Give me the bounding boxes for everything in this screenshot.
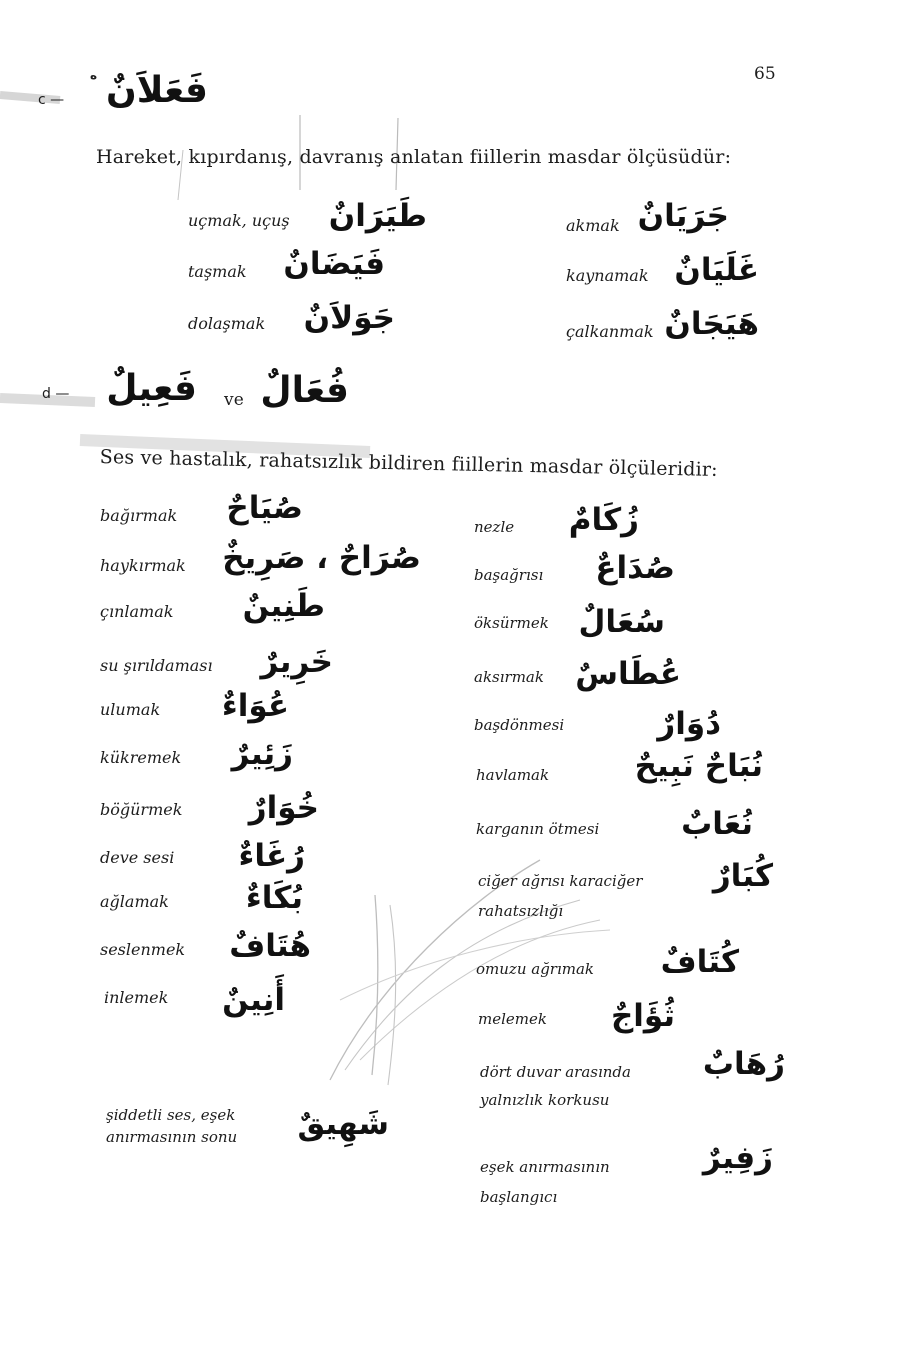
section-c-pattern-wrap: ﻩ فَعَلاَنٌ [90, 68, 208, 111]
entry-turkish: deve sesi [100, 848, 175, 867]
section-c-description: Hareket, kıpırdanış, davranış anlatan fiillerin masdar ölçüsüdür: [96, 146, 732, 168]
section-d-description: Ses ve hastalık, rahatsızlık bildiren fiillerin masdar ölçüleridir: [99, 446, 718, 481]
entry-turkish: uçmak, uçuş [188, 211, 290, 230]
entry-turkish: başağrısı [474, 566, 544, 584]
entry-arabic: شَهِيقٌ [297, 1106, 389, 1142]
entry-turkish: nezle [474, 518, 515, 536]
section-d-connector: ve [224, 390, 245, 410]
entry-arabic: خُوَارٌ [248, 790, 319, 826]
entry-turkish: omuzu ağrımak [476, 960, 595, 978]
page-number: 65 [754, 64, 776, 84]
entry-arabic: جَوَلاَنٌ [303, 300, 395, 336]
entry-arabic: صُرَاحٌ ، صَرِيخٌ [222, 540, 421, 576]
entry-turkish: havlamak [476, 766, 550, 784]
entry-arabic: بُكَاءٌ [245, 880, 303, 916]
entry-arabic: زَئِيرٌ [231, 736, 293, 772]
entry-turkish: aksırmak [474, 668, 544, 686]
entry-arabic: زُكَامٌ [568, 502, 639, 538]
section-c-pattern: فَعَلاَنٌ [106, 70, 208, 111]
entry-turkish: dolaşmak [188, 314, 266, 333]
entry-arabic: نُعَابٌ [681, 806, 753, 842]
entry-arabic: صُيَاحٌ [226, 490, 303, 526]
entry-arabic: صُدَاعٌ [595, 550, 675, 586]
entry-turkish: şiddetli ses, eşek anırmasının sonu [106, 1106, 238, 1146]
section-d-letter: d — [42, 386, 70, 402]
entry-arabic: سُعَالٌ [578, 604, 665, 640]
entry-arabic: عُطَاسٌ [575, 656, 681, 692]
entry-turkish: öksürmek [474, 614, 549, 632]
entry-turkish: eşek anırmasının başlangıcı [480, 1158, 610, 1206]
entry-arabic: كُبَارٌ [712, 858, 773, 894]
entry-turkish: ulumak [100, 700, 161, 719]
entry-arabic: كُتَافٌ [660, 944, 739, 980]
entry-turkish: haykırmak [100, 556, 186, 575]
entry-turkish: seslenmek [100, 940, 186, 959]
entry-turkish: çalkanmak [566, 322, 654, 341]
entry-turkish: karganın ötmesi [476, 820, 600, 838]
entry-arabic: رُغَاءٌ [238, 838, 305, 874]
entry-arabic: دُوَارٌ [657, 706, 721, 742]
entry-arabic: رُهَابٌ [702, 1046, 785, 1082]
entry-turkish: başdönmesi [474, 716, 565, 734]
entry-turkish: çınlamak [100, 602, 174, 621]
entry-turkish: taşmak [188, 262, 247, 281]
entry-turkish: böğürmek [100, 800, 183, 819]
entry-turkish: su şırıldaması [100, 656, 213, 675]
section-d-pattern-1: فَعِيلٌ [106, 368, 197, 409]
entry-arabic: زَفِيرٌ [702, 1140, 773, 1176]
entry-turkish: ağlamak [100, 892, 169, 911]
entry-arabic: طَنِينٌ [242, 588, 325, 624]
entry-arabic: ثُؤَاجٌ [610, 998, 675, 1034]
entry-turkish: bağırmak [100, 506, 178, 525]
entry-arabic: هَيَجَانٌ [664, 306, 759, 342]
entry-arabic: خَرِيرٌ [260, 644, 333, 680]
entry-arabic: جَرَيَانٌ [637, 198, 729, 234]
entry-arabic: طَيَرَانٌ [328, 198, 427, 234]
entry-turkish: dört duvar arasında yalnızlık korkusu [480, 1063, 631, 1109]
entry-arabic: هُتَافٌ [229, 928, 311, 964]
entry-turkish: melemek [478, 1010, 547, 1028]
entry-arabic: فَيَضَانٌ [283, 246, 385, 282]
section-c-letter: c — [38, 92, 65, 108]
entry-turkish: kaynamak [566, 266, 649, 285]
entry-turkish: inlemek [104, 988, 169, 1007]
entry-turkish: akmak [566, 216, 620, 235]
entry-arabic: أَنِينٌ [222, 982, 285, 1018]
entry-arabic: عُوَاءٌ [221, 688, 289, 724]
section-d-pattern-2: فُعَالٌ [260, 370, 349, 411]
entry-arabic: غَلَيَانٌ [674, 252, 759, 288]
entry-arabic: نُبَاحٌ نَبِيحٌ [634, 748, 763, 784]
entry-turkish: kükremek [100, 748, 182, 767]
entry-turkish: ciğer ağrısı karaciğer rahatsızlığı [478, 872, 643, 920]
